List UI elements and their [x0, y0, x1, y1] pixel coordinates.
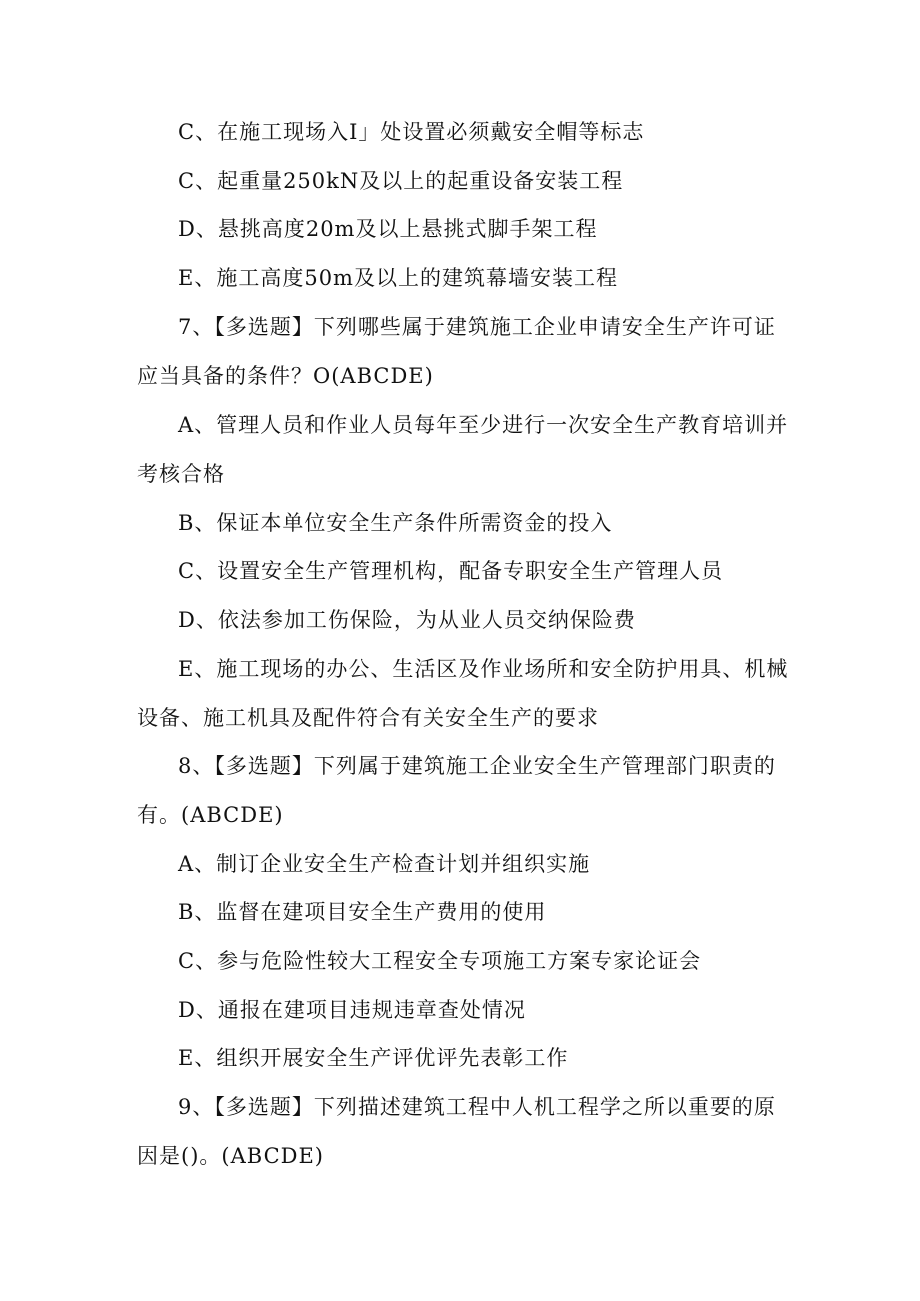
q7-option-a-line-2: 考核合格 — [137, 462, 225, 486]
q8-option-d: D、通报在建项目违规违章查处情况 — [178, 998, 526, 1022]
q8-option-c: C、参与危险性较大工程安全专项施工方案专家论证会 — [178, 949, 702, 973]
q7-option-b: B、保证本单位安全生产条件所需资金的投入 — [178, 511, 613, 535]
option-e-curtain-wall: E、施工高度50m及以上的建筑幕墙安装工程 — [178, 266, 618, 290]
question-7-line-1: 7、【多选题】下列哪些属于建筑施工企业申请安全生产许可证 — [178, 315, 776, 339]
q8-option-b: B、监督在建项目安全生产费用的使用 — [178, 900, 547, 924]
q8-option-a: A、制订企业安全生产检查计划并组织实施 — [178, 852, 591, 876]
q7-option-a-line-1: A、管理人员和作业人员每年至少进行一次安全生产教育培训并 — [178, 413, 789, 437]
q7-option-e-line-1: E、施工现场的办公、生活区及作业场所和安全防护用具、机械 — [178, 657, 789, 681]
question-8-line-1: 8、【多选题】下列属于建筑施工企业安全生产管理部门职责的 — [178, 754, 776, 778]
q8-option-e: E、组织开展安全生产评优评先表彰工作 — [178, 1046, 569, 1070]
option-d-scaffold: D、悬挑高度20m及以上悬挑式脚手架工程 — [178, 217, 598, 241]
question-8-line-2: 有。(ABCDE) — [137, 803, 284, 827]
question-7-line-2: 应当具备的条件？O(ABCDE) — [137, 364, 434, 388]
option-c-lifting-equipment: C、起重量250kN及以上的起重设备安装工程 — [178, 169, 624, 193]
option-c-helmet-sign: C、在施工现场入I」处设置必须戴安全帽等标志 — [178, 120, 645, 144]
q7-option-c: C、设置安全生产管理机构，配备专职安全生产管理人员 — [178, 559, 724, 583]
question-9-line-2: 因是()。(ABCDE) — [137, 1144, 324, 1168]
q7-option-d: D、依法参加工伤保险，为从业人员交纳保险费 — [178, 608, 636, 632]
question-9-line-1: 9、【多选题】下列描述建筑工程中人机工程学之所以重要的原 — [178, 1095, 776, 1119]
q7-option-e-line-2: 设备、施工机具及配件符合有关安全生产的要求 — [137, 706, 599, 730]
